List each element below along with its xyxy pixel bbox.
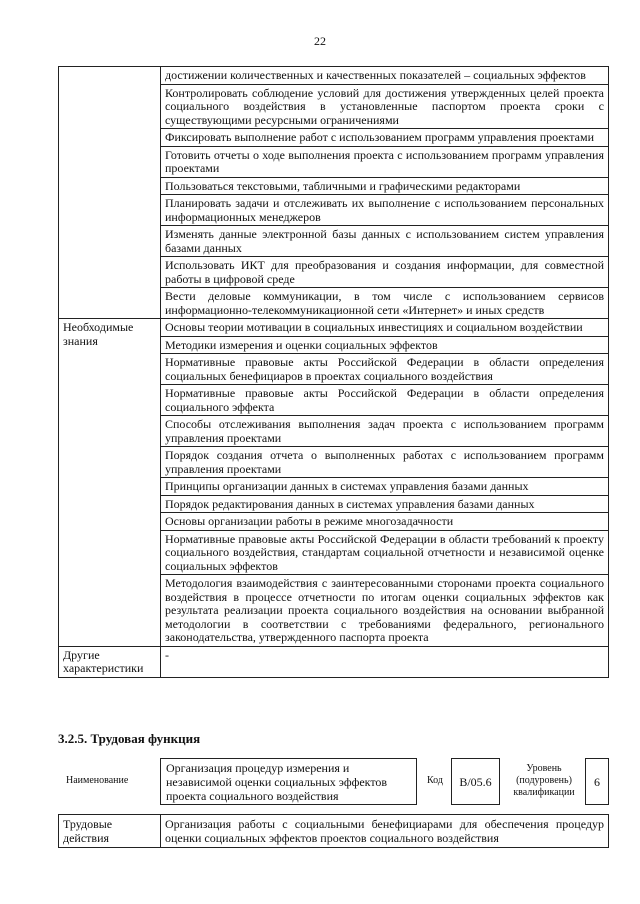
table-cell: Готовить отчеты о ходе выполнения проекта с использованием программ управления проектами xyxy=(161,146,609,177)
table-cell: Использовать ИКТ для преобразования и создания информации, для совместной работы в цифровой среде xyxy=(161,257,609,288)
code-label: Код xyxy=(427,775,443,786)
table-row xyxy=(59,319,609,337)
labor-actions-table xyxy=(58,814,609,848)
competency-table xyxy=(58,66,609,678)
table-cell: Изменять данные электронной базы данных с использованием систем управления базами данных xyxy=(161,226,609,257)
table-row xyxy=(59,646,609,677)
table-row xyxy=(59,67,609,85)
table-cell: Нормативные правовые акты Российской Федерации в области требований к проекту социального воздействия, стандартам социальной отчетности и независимой оценке социальных эффектов xyxy=(161,530,609,575)
section-heading: 3.2.5. Трудовая функция xyxy=(58,731,201,746)
table-cell: Основы организации работы в режиме многозадачности xyxy=(161,513,609,531)
labor-actions-value: Организация работы с социальными бенефициарами для обеспечения процедур оценки социальных эффектов проектов социального воздействия xyxy=(161,815,609,848)
page-number: 22 xyxy=(314,34,326,48)
other-value: - xyxy=(161,646,609,677)
table-cell: Способы отслеживания выполнения задач проекта с использованием программ управления проектами xyxy=(161,416,609,447)
table-cell: Методики измерения и оценки социальных эффектов xyxy=(161,336,609,354)
table-cell: Нормативные правовые акты Российской Федерации в области определения социальных бенефициаров в проектах социального воздействия xyxy=(161,354,609,385)
function-name-box xyxy=(160,758,417,805)
level-value: 6 xyxy=(594,775,600,789)
level-value-box xyxy=(585,758,609,805)
level-label: Уровень (подуровень) квалификации xyxy=(513,763,575,798)
table-cell: Контролировать соблюдение условий для достижения утвержденных целей проекта социального воздействия в установленные паспортом проекта сроки с существующими ресурсными ограничениями xyxy=(161,84,609,129)
table-cell: Методология взаимодействия с заинтересованными сторонами проекта социального воздействия в процессе отчетности по итогам оценки социальных эффектов как результата реализации проекта социального воздействия на основании выбранной методологии в соответствии с требованиями федерального, регионального законодательства, утвержденного паспорта проекта xyxy=(161,575,609,647)
table-cell: Порядок создания отчета о выполненных работах с использованием программ управления проектами xyxy=(161,447,609,478)
skills-label xyxy=(59,67,161,319)
table-cell: достижении количественных и качественных показателей – социальных эффектов xyxy=(161,67,609,85)
function-code-box xyxy=(451,758,500,805)
other-label: Другие характеристики xyxy=(59,646,161,677)
function-name-value: Организация процедур измерения и независимой оценки социальных эффектов проекта социального воздействия xyxy=(166,761,388,803)
table-cell: Вести деловые коммуникации, в том числе с использованием сервисов информационно-телекоммуникационной сети «Интернет» и иных средств xyxy=(161,288,609,319)
labor-actions-row xyxy=(59,815,609,848)
table-cell: Пользоваться текстовыми, табличными и графическими редакторами xyxy=(161,177,609,195)
competency-table-body xyxy=(59,67,609,678)
function-code-value: В/05.6 xyxy=(459,775,492,789)
table-cell: Порядок редактирования данных в системах управления базами данных xyxy=(161,495,609,513)
knowledge-label: Необходимые знания xyxy=(59,319,161,647)
table-cell: Фиксировать выполнение работ с использованием программ управления проектами xyxy=(161,129,609,147)
labor-actions-label: Трудовые действия xyxy=(59,815,161,848)
table-cell: Нормативные правовые акты Российской Федерации в области определения социального эффекта xyxy=(161,385,609,416)
table-cell: Планировать задачи и отслеживать их выполнение с использованием персональных информационных менеджеров xyxy=(161,195,609,226)
name-label: Наименование xyxy=(66,775,129,786)
table-cell: Основы теории мотивации в социальных инвестициях и социальном воздействии xyxy=(161,319,609,337)
table-cell: Принципы организации данных в системах управления базами данных xyxy=(161,478,609,496)
